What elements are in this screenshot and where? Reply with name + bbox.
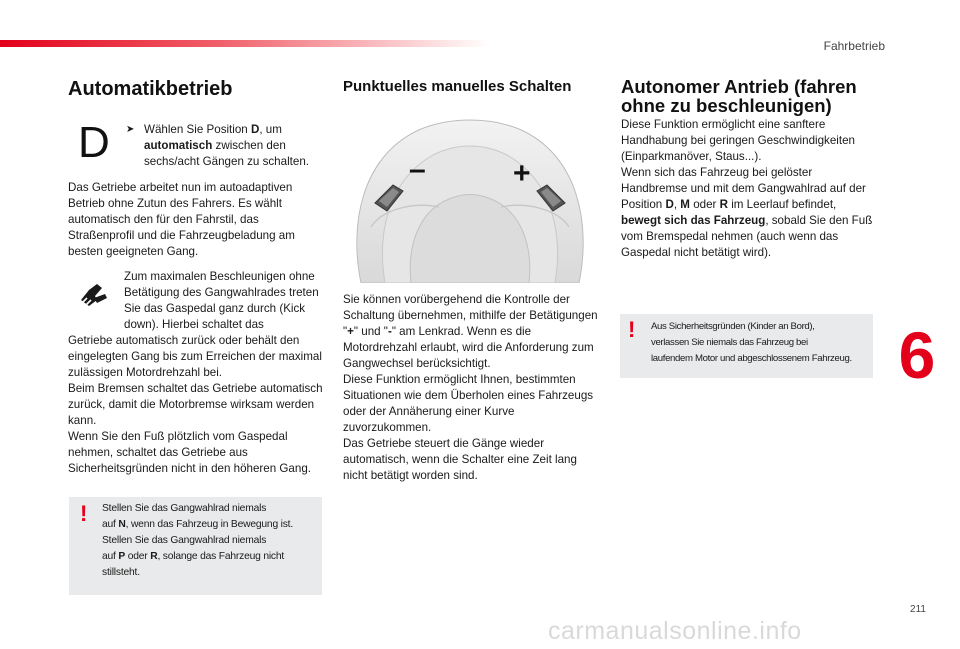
page-number: 211 xyxy=(910,604,926,615)
warning-box-gear-selector xyxy=(69,497,322,595)
warning-box-children xyxy=(620,314,873,378)
chapter-number: 6 xyxy=(898,318,936,390)
accelerator-foot-icon xyxy=(75,276,111,312)
arrow-bullet-icon: ➤ xyxy=(126,124,135,135)
gear-d-icon: D xyxy=(78,118,110,167)
paddle-plus-label: + xyxy=(513,157,531,190)
warning-exclamation-icon: ! xyxy=(80,501,88,526)
paragraph-downshift: Getriebe automatisch zurück oder behält den eingelegten Gang bis zum Erreichen der maximal zulässigen Motordrehzahl bei. Beim Bremsen schaltet das Getriebe automatisch zurück, damit die Motorbremse wirksam werden kann. Wenn Sie den Fuß plötzlich vom Gaspedal nehmen, schaltet das Getriebe aus Sicherheitsgründen nicht in den höheren Gang. xyxy=(68,334,323,475)
watermark: carmanualsonline.info xyxy=(548,617,802,645)
steering-wheel-illustration xyxy=(341,115,599,283)
warning-exclamation-icon: ! xyxy=(628,317,636,342)
section-title-manual-shift: Punktuelles manuelles Schalten xyxy=(343,78,572,95)
header-accent-bar xyxy=(0,40,490,47)
section-title-creep: Autonomer Antrieb (fahren ohne zu beschleunigen) xyxy=(621,76,857,116)
paragraph-manual-shift: Sie können vorübergehend die Kontrolle der Schaltung übernehmen, mithilfe der Betätigungen "+" und "-" am Lenkrad. Wenn es die Motordrehzahl erlaubt, wird die Anforderung zum Gangwechsel berücksichtigt. Diese Funktion ermöglicht Ihnen, bestimmten Situationen wie dem Überholen eines Fahrzeugs oder der Annäherung einer Kurve zuvorzukommen. Das Getriebe steuert die Gänge wieder automatisch, wenn die Schalter eine Zeit lang nicht betätigt worden sind. xyxy=(343,293,598,482)
section-title-automatic: Automatikbetrieb xyxy=(68,78,233,100)
warning-text: Stellen Sie das Gangwahlrad niemals auf N, wenn das Fahrzeug in Bewegung ist. Stellen Sie das Gangwahlrad niemals auf P oder R, solange das Fahrzeug nicht stillsteht. xyxy=(102,503,294,578)
warning-text: Aus Sicherheitsgründen (Kinder an Bord), verlassen Sie niemals das Fahrzeug bei laufendem Motor und abgeschlossenem Fahrzeug. xyxy=(651,321,852,364)
chapter-number-badge xyxy=(887,318,947,390)
bullet-select-d: ➤ Wählen Sie Position D, um automatisch zwischen den sechs/acht Gängen zu schalten. xyxy=(126,123,309,168)
paddle-minus-label: – xyxy=(409,153,426,186)
paragraph-creep: Diese Funktion ermöglicht eine sanftere Handhabung bei geringen Geschwindigkeiten (Einparkmanöver, Staus...). Wenn sich das Fahrzeug bei gelöster Handbremse und mit dem Gangwahlrad auf der Position D, M oder R im Leerlauf befindet, bewegt sich das Fahrzeug, sobald Sie den Fuß vom Bremspedal nehmen (auch wenn das Gaspedal nicht betätigt wird). xyxy=(621,118,873,259)
paragraph-autoadaptive: Das Getriebe arbeitet nun im autoadaptiven Betrieb ohne Zutun des Fahrers. Es wählt automatisch den für den Fahrstil, das Straßenprofil und die Fahrzeugbeladung am besten geeigneten Gang. xyxy=(68,181,295,258)
chapter-title: Fahrbetrieb xyxy=(823,39,885,53)
paragraph-kickdown: Zum maximalen Beschleunigen ohne Betätigung des Gangwahlrades treten Sie das Gaspedal ganz durch (Kick down). Hierbei schaltet das xyxy=(124,270,319,331)
